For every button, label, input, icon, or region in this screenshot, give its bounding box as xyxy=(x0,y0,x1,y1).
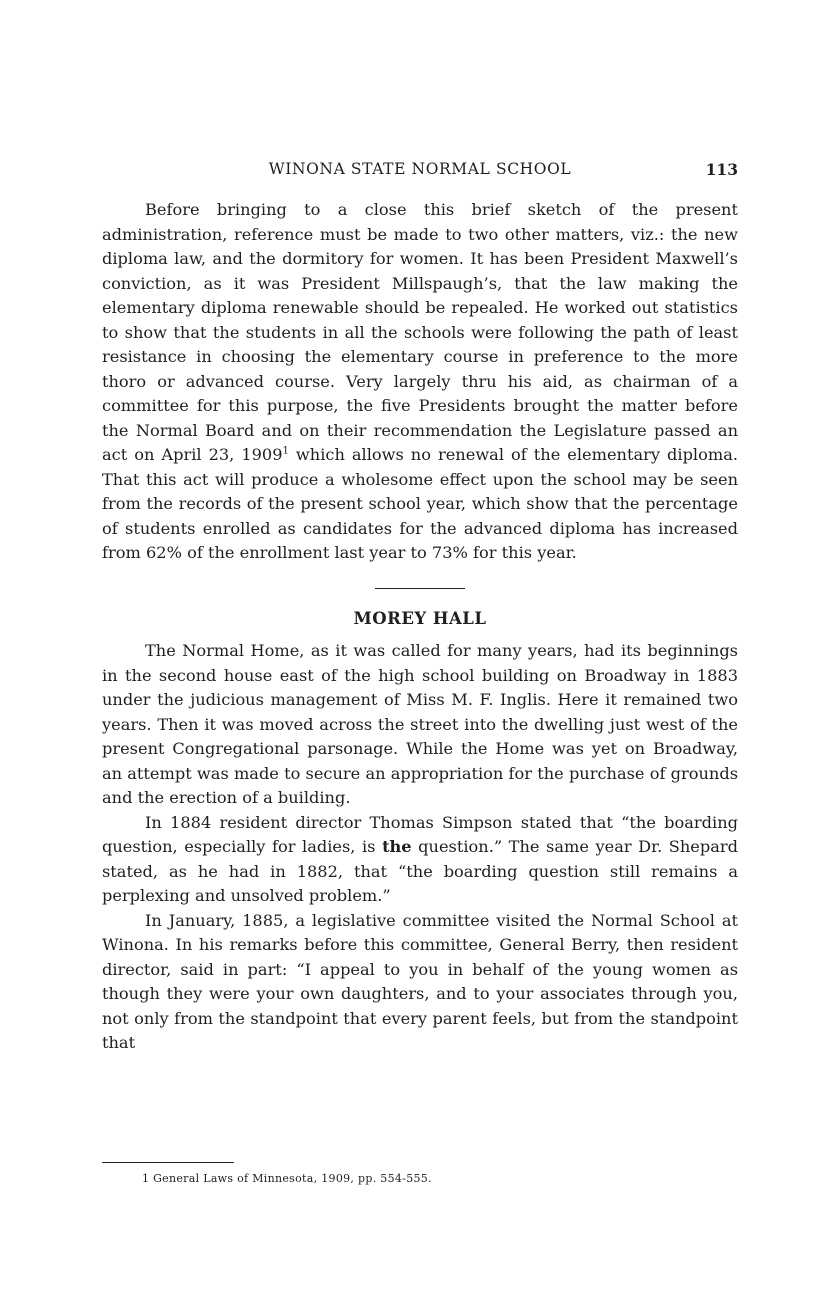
paragraph-diploma-law xyxy=(102,198,738,566)
paragraph-boarding-question xyxy=(102,811,738,909)
paragraph-1-part-2: which allows no renewal of the elementary diploma. That this act will produce a wholesome effect upon the school may be seen from the records of the present school year, which show that the percentage of students enrolled as candidates for the advanced diploma has increased from 62% of the enrollment last year to 73% for this year. xyxy=(102,445,738,562)
body-text xyxy=(102,198,738,1056)
footnote-reference: 1 xyxy=(282,445,289,457)
paragraph-3-part-a: In 1884 resident director Thomas Simpson stated that “the boarding question, especially for ladies, is xyxy=(102,812,738,856)
paragraph-1-part-1: Before bringing to a close this brief sketch of the present administration, reference must be made to two other matters, viz.: the new diploma law, and the dormitory for women. It has been President Maxwell’s conviction, as it was President Millspaugh’s, that the law making the elementary diploma renewable should be repealed. He worked out statistics to show that the students in all the schools were following the path of least resistance in choosing the elementary course in preference to the more thoro or advanced course. Very largely thru his aid, as chairman of a committee for this purpose, the five Presidents brought the matter before the Normal Board and on their recommendation the Legislature passed an act on April 23, 1909 xyxy=(102,200,738,464)
page-number: 113 xyxy=(705,160,738,179)
section-divider xyxy=(375,588,465,589)
paragraph-3-part-b: question.” The same year Dr. Shepard stated, as he had in 1882, that “the boarding question still remains a perplexing and unsolved problem.” xyxy=(102,837,739,905)
paragraph-normal-home: The Normal Home, as it was called for many years, had its beginnings in the second house east of the high school building on Broadway in 1883 under the judicious management of Miss M. F. Inglis. Here it remained two years. Then it was moved across the street into the dwelling just west of the present Congregational parsonage. While the Home was yet on Broadway, an attempt was made to secure an appropriation for the purchase of grounds and the erection of a building. xyxy=(102,641,738,807)
footnote: 1 General Laws of Minnesota, 1909, pp. 554-555. xyxy=(142,1172,432,1185)
footnote-rule xyxy=(102,1162,234,1163)
running-title: WINONA STATE NORMAL SCHOOL xyxy=(268,160,572,178)
section-heading: MOREY HALL xyxy=(353,608,487,628)
emphasis-the: the xyxy=(382,837,412,856)
running-head xyxy=(102,160,738,184)
paragraph-legislative-committee: In January, 1885, a legislative committee visited the Normal School at Winona. In his remarks before this committee, General Berry, then resident director, said in part: “I appeal to you in behalf of the young women as though they were your own daughters, and to your associates through you, not only from the standpoint that every parent feels, but from the standpoint that xyxy=(102,910,738,1052)
